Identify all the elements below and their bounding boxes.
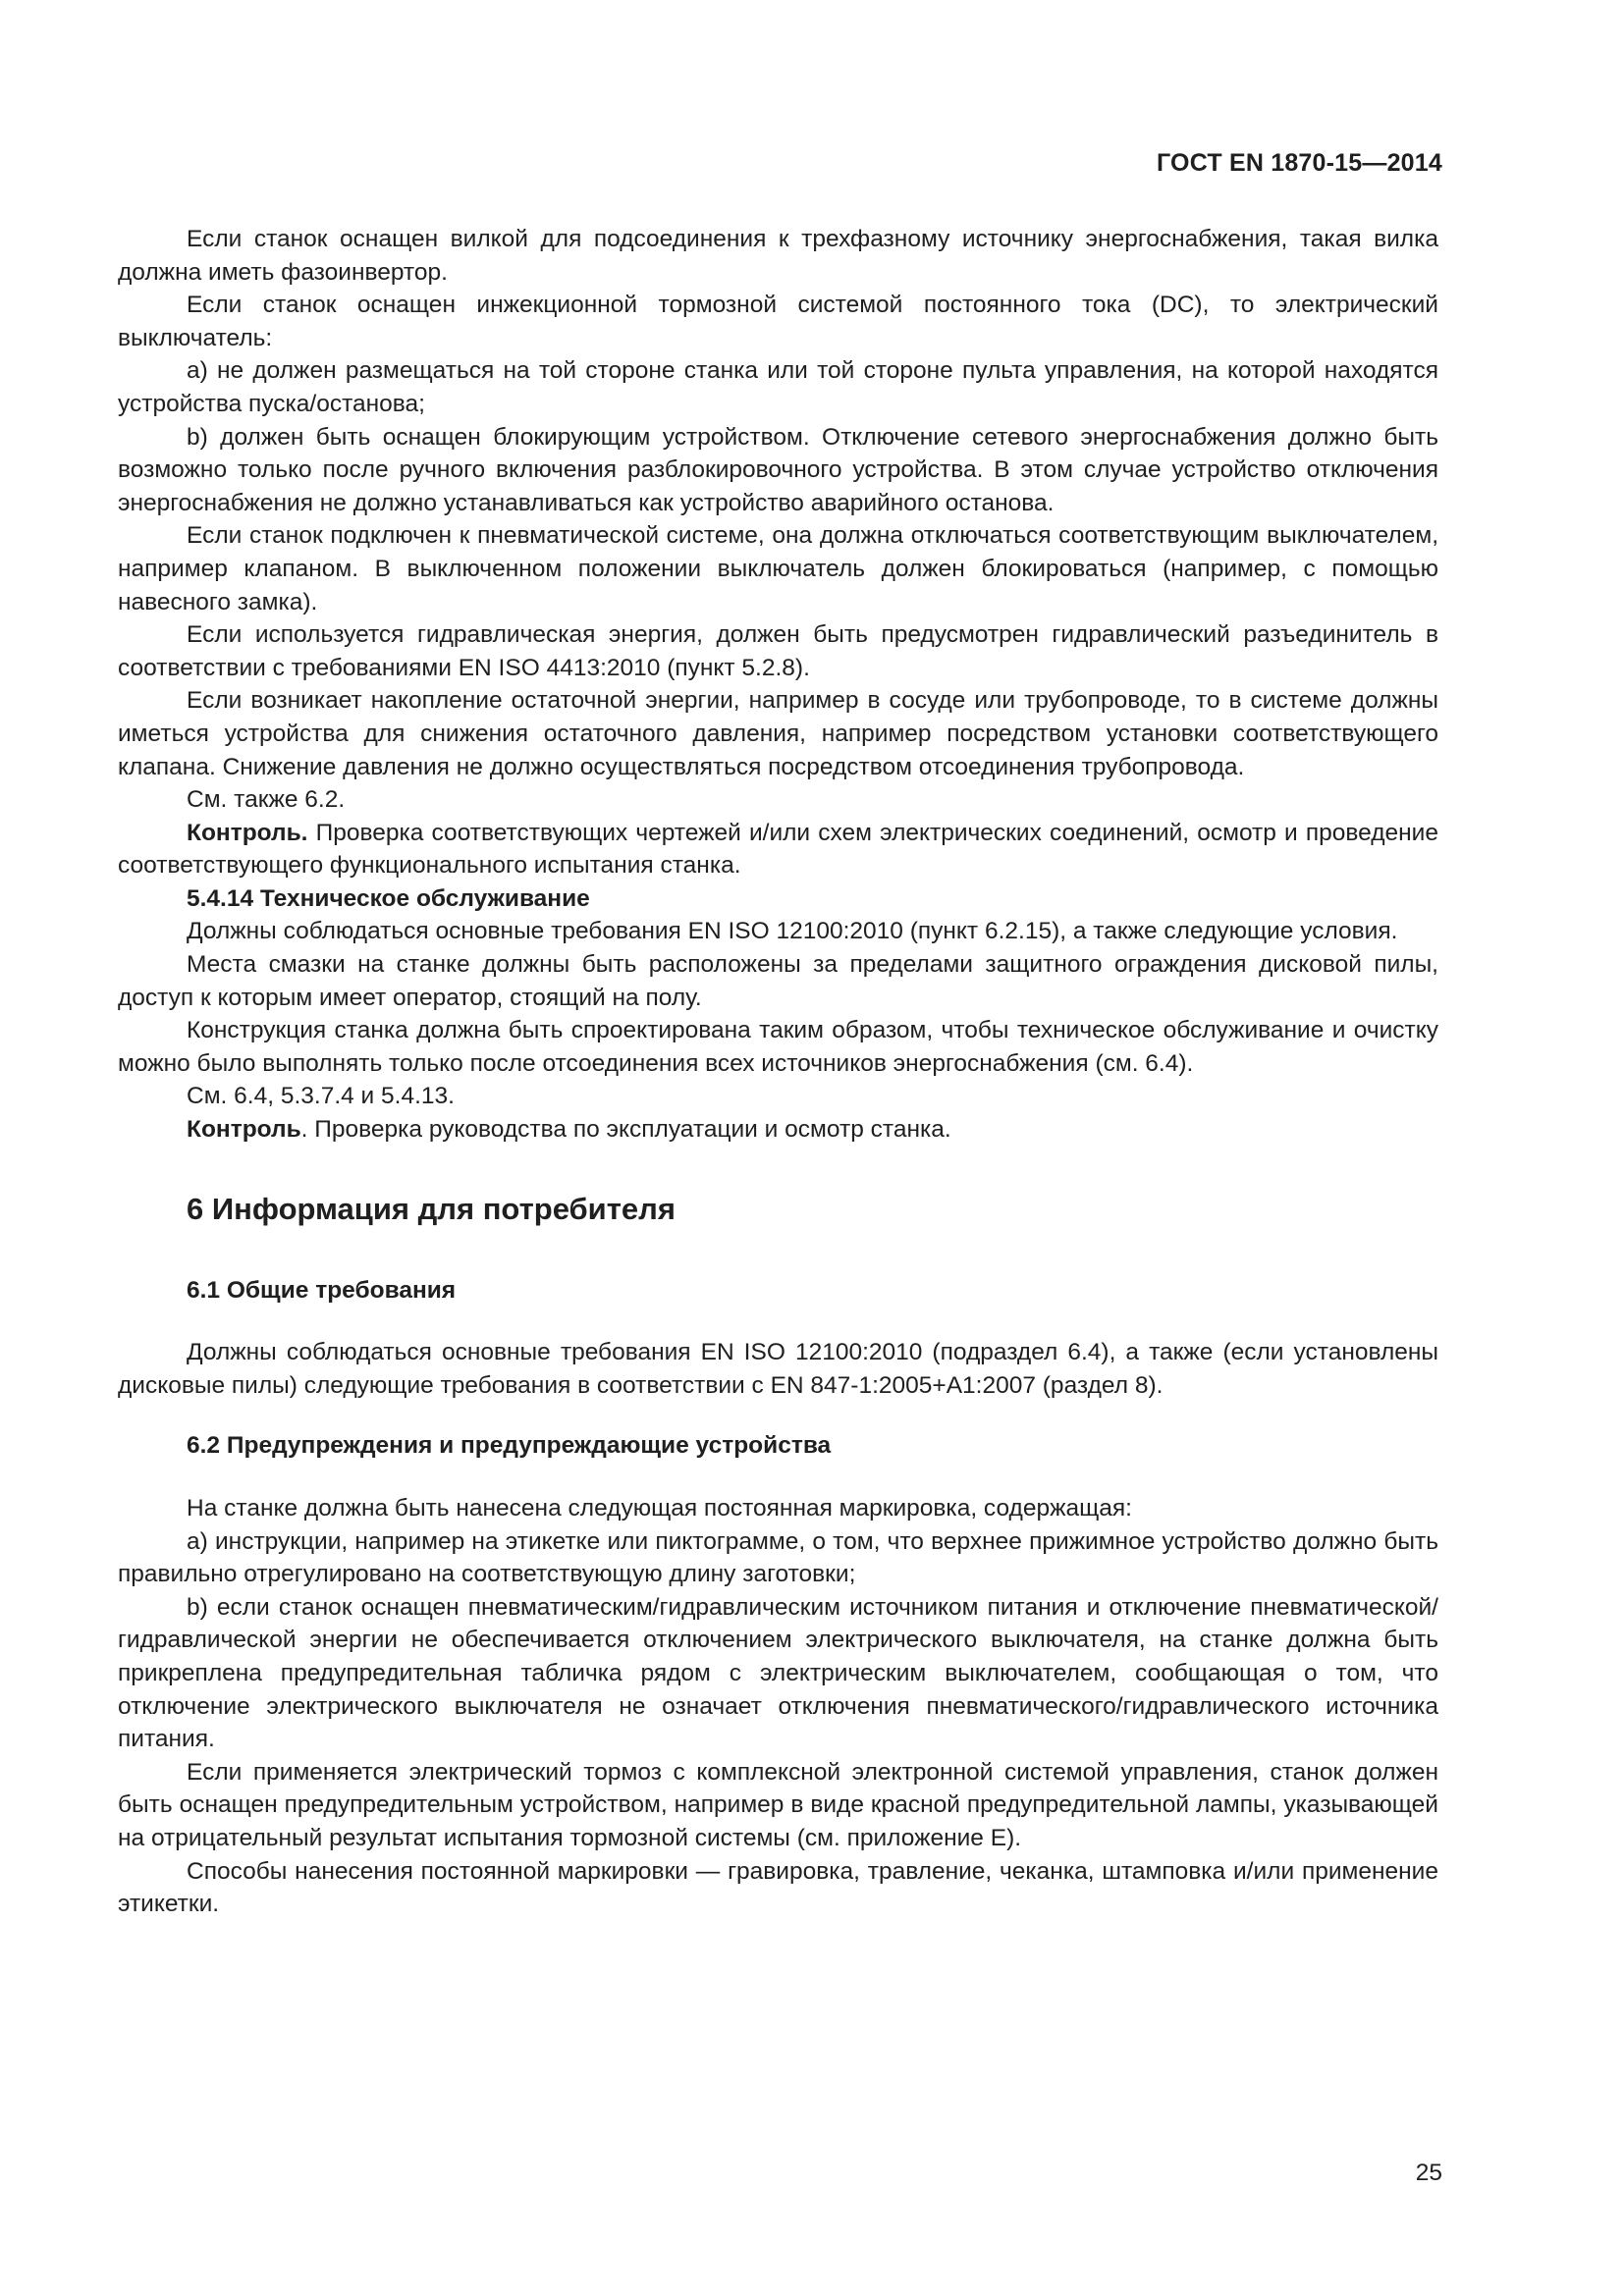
paragraph: Если возникает накопление остаточной энергии, например в сосуде или трубопроводе, то в системе должны иметься устройства для снижения остаточного давления, например посредством установки соответствующего клапана. Снижение давления не должно осуществляться посредством отсоединения трубопровода. — [118, 687, 1438, 780]
control-text: . Проверка руководства по эксплуатации и осмотр станка. — [300, 1116, 951, 1144]
section-heading-6-2: 6.2 Предупреждения и предупреждающие устройства — [187, 1432, 832, 1460]
control-paragraph — [118, 1113, 1438, 1147]
document-body — [118, 223, 1438, 1921]
paragraph: Если станок оснащен инжекционной тормозной системой постоянного тока (DC), то электрический выключатель: — [118, 292, 1438, 351]
list-item-a: a) инструкции, например на этикетке или пиктограмме, о том, что верхнее прижимное устройство должно быть правильно отрегулировано на соответствующую длину заготовки; — [118, 1527, 1438, 1588]
standard-header: ГОСТ EN 1870-15—2014 — [1157, 149, 1442, 177]
paragraph: См. 6.4, 5.3.7.4 и 5.4.13. — [187, 1083, 455, 1110]
control-label: Контроль — [187, 1116, 301, 1144]
control-paragraph — [118, 817, 1438, 882]
paragraph: Должны соблюдаться основные требования EN ISO 12100:2010 (пункт 6.2.15), а также следующие условия. — [187, 918, 1398, 945]
control-label: Контроль. — [187, 819, 308, 846]
paragraph: Места смазки на станке должны быть расположены за пределами защитного ограждения дисковой пилы, доступ к которым имеет оператор, стоящий на полу. — [118, 951, 1438, 1011]
paragraph: См. также 6.2. — [187, 786, 346, 814]
list-item-b: b) должен быть оснащен блокирующим устройством. Отключение сетевого энергоснабжения должно быть возможно только после ручного включения разблокировочного устройства. В этом случае устройство отключения энергоснабжения не должно устанавливаться как устройство аварийного останова. — [118, 423, 1438, 516]
paragraph: Способы нанесения постоянной маркировки — гравировка, травление, чеканка, штамповка и/или применение этикетки. — [118, 1857, 1438, 1918]
control-text: Проверка соответствующих чертежей и/или схем электрических соединений, осмотр и проведение соответствующего функционального испытания станка. — [118, 819, 1438, 880]
list-item-b: b) если станок оснащен пневматическим/гидравлическим источником питания и отключение пневматической/гидравлической энергии не обеспечивается отключением электрического выключателя, на станке должна быть прикреплена предупредительная табличка рядом с электрическим выключателем, сообщающая о том, что отключение электрического выключателя не означает отключения пневматического/гидравлического источника питания. — [118, 1593, 1438, 1753]
paragraph: Если используется гидравлическая энергия, должен быть предусмотрен гидравлический разъединитель в соответствии с требованиями EN ISO 4413:2010 (пункт 5.2.8). — [118, 621, 1438, 681]
page-number: 25 — [1415, 2160, 1442, 2186]
paragraph: Если станок оснащен вилкой для подсоединения к трехфазному источнику энергоснабжения, такая вилка должна иметь фазоинвертор. — [118, 226, 1438, 286]
paragraph: Если станок подключен к пневматической системе, она должна отключаться соответствующим выключателем, например клапаном. В выключенном положении выключатель должен блокироваться (например, с помощью навесного замка). — [118, 522, 1438, 615]
paragraph: На станке должна быть нанесена следующая постоянная маркировка, содержащая: — [187, 1495, 1132, 1522]
paragraph: Если применяется электрический тормоз с комплексной электронной системой управления, станок должен быть оснащен предупредительным устройством, например в виде красной предупредительной лампы, указывающей на отрицательный результат испытания тормозной системы (см. приложение Е). — [118, 1758, 1438, 1851]
paragraph: Должны соблюдаться основные требования EN ISO 12100:2010 (подраздел 6.4), а также (если установлены дисковые пилы) следующие требования в соответствии с EN 847-1:2005+A1:2007 (раздел 8). — [118, 1339, 1438, 1399]
paragraph: Конструкция станка должна быть спроектирована таким образом, чтобы техническое обслуживание и очистку можно было выполнять только после отсоединения всех источников энергоснабжения (см. 6.4). — [118, 1017, 1438, 1077]
section-heading-6-1: 6.1 Общие требования — [187, 1276, 457, 1304]
section-heading-5-4-14: 5.4.14 Техническое обслуживание — [187, 884, 590, 912]
list-item-a: a) не должен размещаться на той стороне станка или той стороне пульта управления, на которой находятся устройства пуска/останова; — [118, 357, 1438, 417]
section-heading-6: 6 Информация для потребителя — [187, 1191, 676, 1226]
